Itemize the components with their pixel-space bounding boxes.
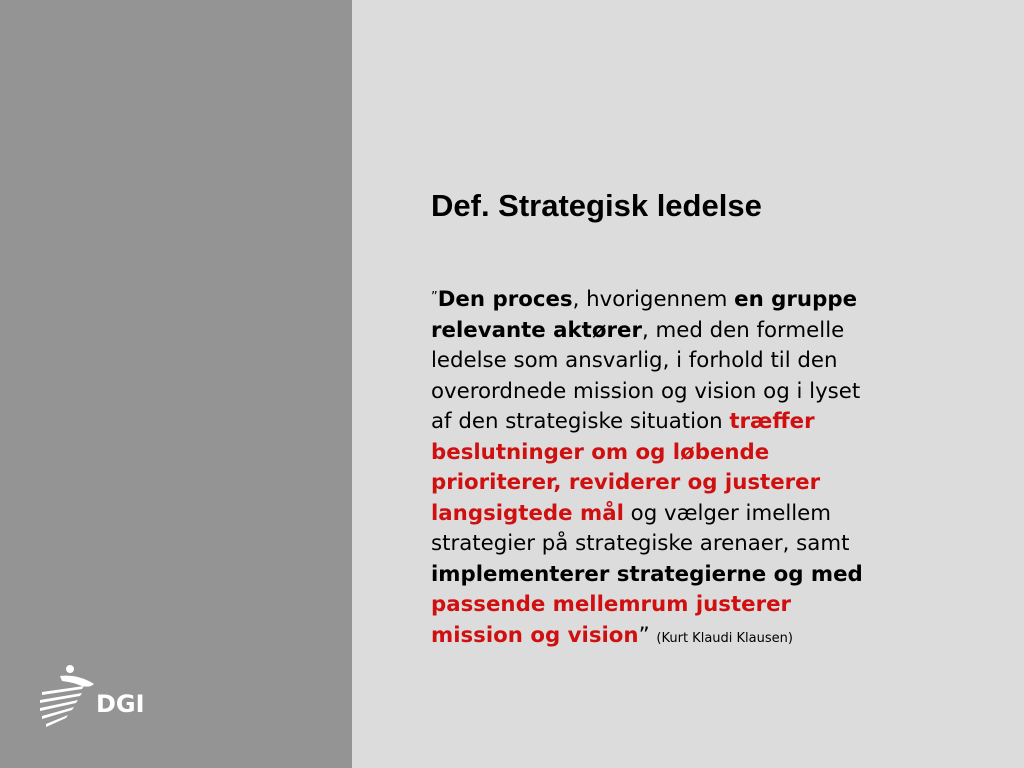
slide-title: Def. Strategisk ledelse [431,188,762,223]
dgi-runner-icon [38,662,98,730]
quote-text: , med den formelle [641,317,845,343]
quote-highlight-text: langsigtede mål [431,500,624,526]
citation: (Kurt Klaudi Klausen) [656,630,793,646]
quote-line-bold: implementerer strategierne og med [431,561,863,587]
open-quote-mark: ” [431,290,438,305]
logo-text: DGI [96,690,145,718]
definition-quote [431,283,971,654]
quote-line-highlight: beslutninger om og løbende [431,439,770,465]
quote-text: og vælger imellem [623,500,832,526]
quote-line [431,283,971,316]
quote-bold-text: Den proces [437,287,573,312]
quote-line [431,407,971,438]
quote-highlight-text: træffer [729,409,815,434]
quote-bold-text: en gruppe [734,287,858,312]
quote-highlight-text: mission og vision [431,622,639,648]
quote-line [431,621,971,655]
quote-line-highlight: passende mellemrum justerer [431,592,792,617]
quote-line: ledelse som ansvarlig, i forhold til den [431,348,838,373]
quote-text: , hvorigennem [572,287,735,312]
left-panel [0,0,352,768]
quote-text: af den strategiske situation [431,409,730,434]
close-quote-mark: ” [638,622,650,648]
quote-line: overordnede mission og vision og i lyset [431,378,861,404]
quote-line: strategier på strategiske arenaer, samt [431,531,850,556]
dgi-logo [38,662,160,730]
quote-line-highlight: prioriterer, reviderer og justerer [431,470,821,495]
quote-line [431,499,971,530]
quote-line [431,316,971,347]
quote-bold-text: relevante aktører [431,317,642,343]
